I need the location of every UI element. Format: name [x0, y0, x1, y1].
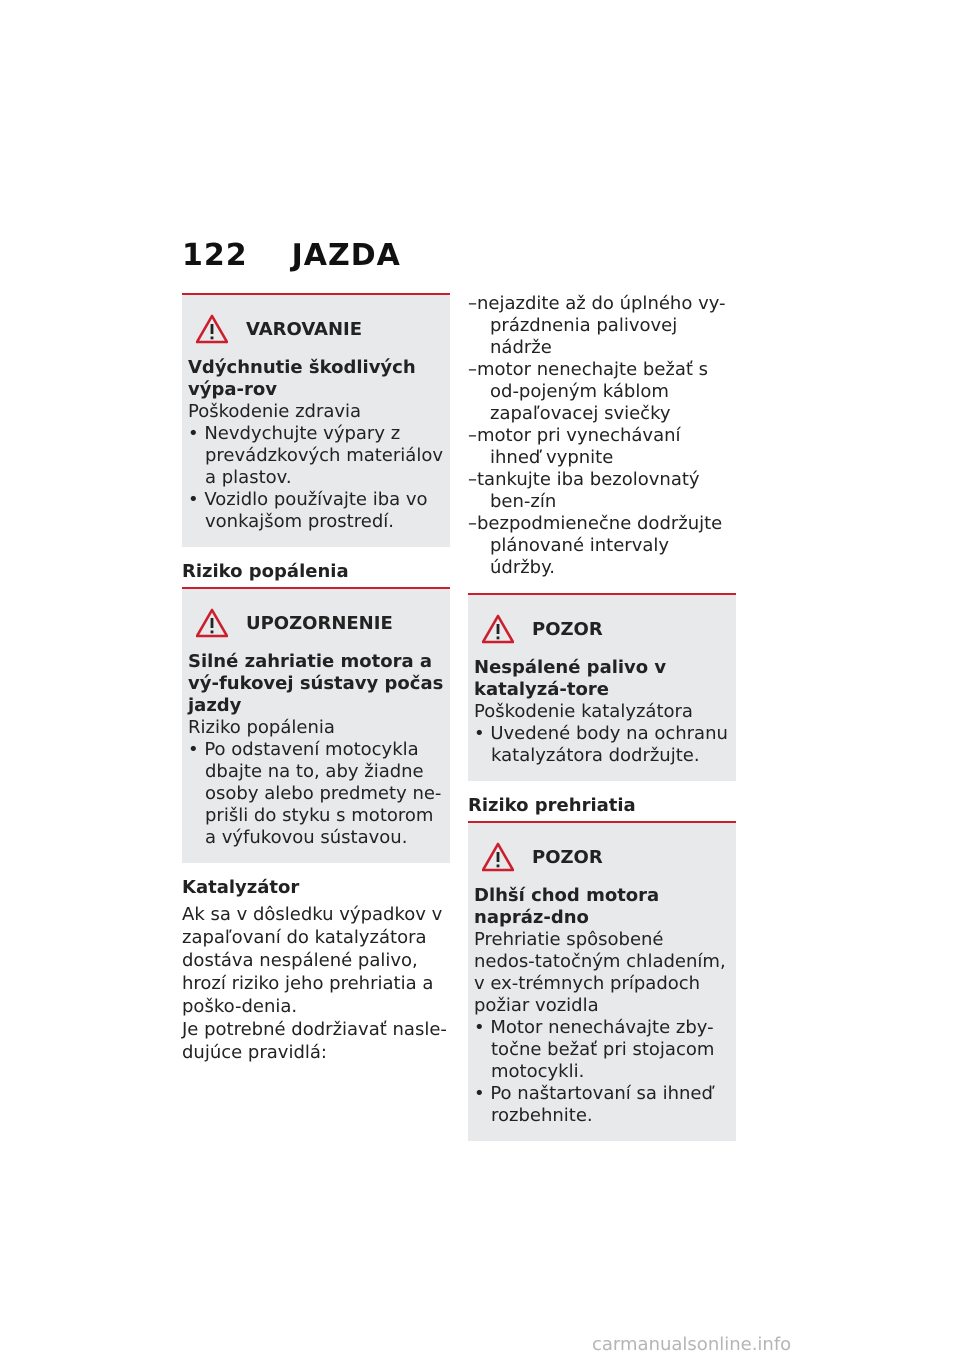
warning-subtitle: Poškodenie zdravia [188, 401, 362, 422]
body-paragraph: Ak sa v dôsledku výpadkov v zapaľovaní do katalyzátora dostáva nespálené palivo, hrozí riziko jeho prehriatia a poško-denia. [182, 904, 443, 1017]
caution-box-idle [468, 821, 736, 1141]
warning-subtitle: Prehriatie spôsobené nedos-tatočným chladením, v ex-trémnych prípadoch požiar vozidla [474, 929, 726, 1016]
warning-triangle-icon [482, 842, 514, 872]
list-item: • Po naštartovaní sa ihneď rozbehnite. [474, 1083, 713, 1126]
warning-subtitle: Poškodenie katalyzátora [474, 701, 693, 722]
warning-header [196, 309, 444, 349]
warning-list [188, 423, 444, 533]
section-heading-overheat: Riziko prehriatia [468, 795, 636, 816]
section-heading-catalyst: Katalyzátor [182, 877, 300, 898]
warning-title: Silné zahriatie motora a vý-fukovej sústavy počas jazdy [188, 651, 444, 716]
warning-list [474, 723, 730, 767]
warning-header [196, 603, 444, 643]
body-paragraph: Je potrebné dodržiavať nasle-dujúce pravidlá: [182, 1019, 447, 1063]
warning-label: POZOR [532, 846, 603, 868]
list-item: –bezpodmienečne dodržujte plánované intervaly údržby. [468, 513, 723, 578]
warning-title: Vdýchnutie škodlivých výpa-rov [188, 357, 416, 400]
warning-label: VAROVANIE [246, 318, 363, 340]
right-column [468, 293, 736, 1141]
list-item: • Nevdychujte výpary z prevádzkových materiálov a plastov. [188, 423, 443, 488]
list-item: –tankujte iba bezolovnatý ben-zín [468, 469, 700, 512]
list-item: –motor pri vynechávaní ihneď vypnite [468, 425, 681, 468]
chapter-title: JAZDA [291, 238, 401, 273]
warning-box-fumes [182, 293, 450, 547]
warning-subtitle: Riziko popálenia [188, 717, 335, 738]
section-heading-burn: Riziko popálenia [182, 561, 349, 582]
warning-header [482, 609, 730, 649]
rules-list [468, 293, 736, 579]
warning-list [188, 739, 444, 849]
warning-triangle-icon [196, 608, 228, 638]
watermark: carmanualsonline.info [592, 1334, 792, 1355]
list-item: • Motor nenechávajte zby-točne bežať pri stojacom motocykli. [474, 1017, 715, 1082]
warning-title: Dlhší chod motora napráz-dno [474, 885, 660, 928]
list-item: • Po odstavení motocykla dbajte na to, aby žiadne osoby alebo predmety ne-prišli do styku s motorom a výfukovou sústavou. [188, 739, 442, 848]
left-column [182, 293, 450, 1064]
warning-header [482, 837, 730, 877]
list-item: –nejazdite až do úplného vy-prázdnenia palivovej nádrže [468, 293, 726, 358]
caution-box-heat [182, 587, 450, 863]
list-item: • Vozidlo používajte iba vo vonkajšom prostredí. [188, 489, 428, 532]
warning-title: Nespálené palivo v katalyzá-tore [474, 657, 667, 700]
list-item: • Uvedené body na ochranu katalyzátora dodržujte. [474, 723, 728, 766]
list-item: –motor nenechajte bežať s od-pojeným káblom zapaľovacej sviečky [468, 359, 709, 424]
page-header [182, 238, 401, 273]
warning-label: UPOZORNENIE [246, 612, 393, 634]
warning-label: POZOR [532, 618, 603, 640]
warning-list [474, 1017, 730, 1127]
caution-box-fuel [468, 593, 736, 781]
page-number: 122 [182, 238, 248, 273]
warning-triangle-icon [482, 614, 514, 644]
warning-triangle-icon [196, 314, 228, 344]
